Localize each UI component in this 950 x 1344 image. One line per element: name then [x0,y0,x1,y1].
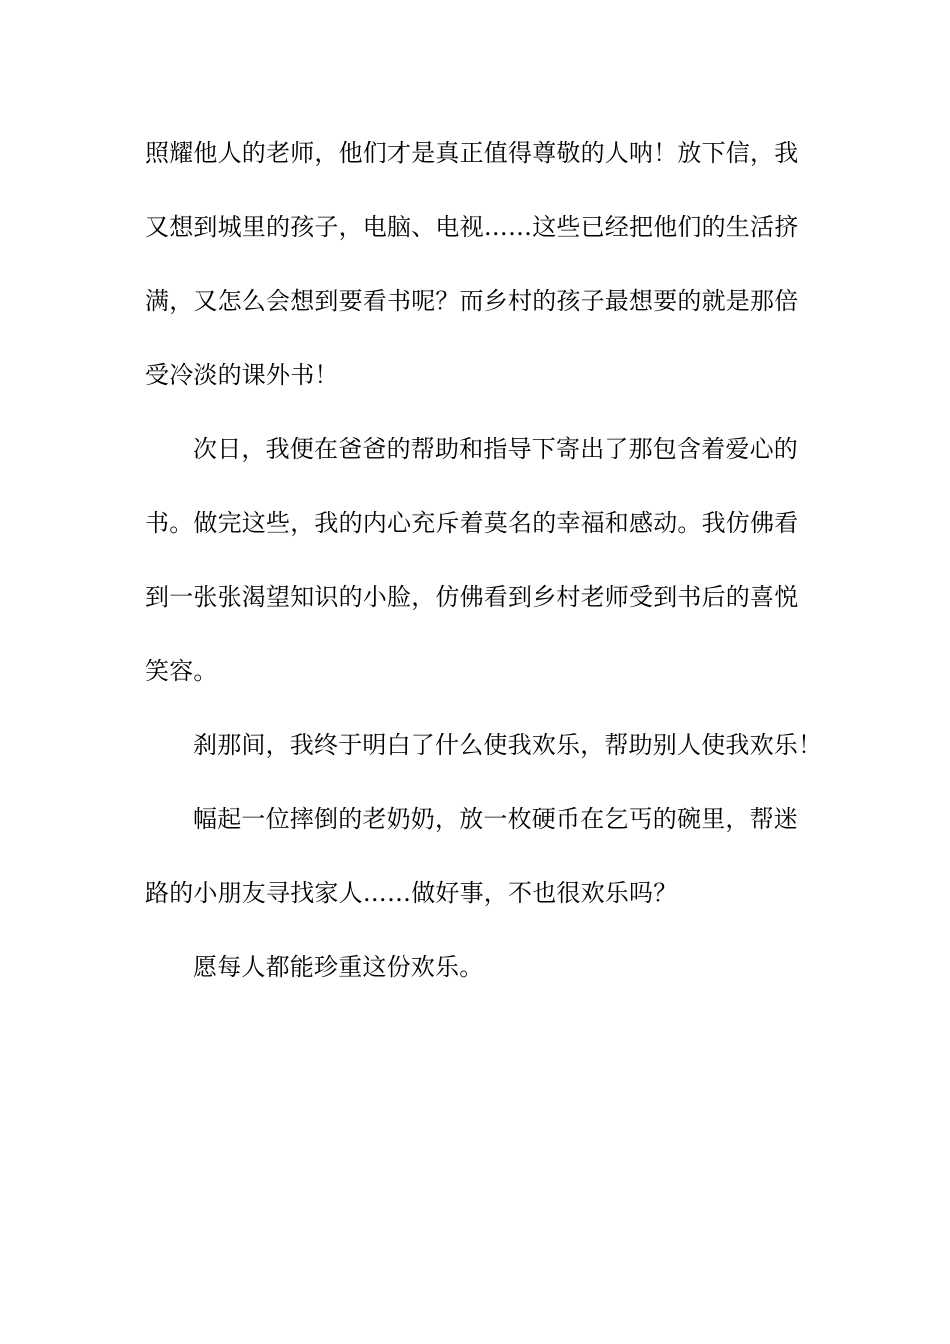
paragraph-first-line: 愿每人都能珍重这份欢乐。 [193,953,484,981]
text-line: 照耀他人的老师，他们才是真正值得尊敬的人呐！放下信，我 [145,139,799,167]
text-line: 又想到城里的孩子，电脑、电视……这些已经把他们的生活挤 [145,213,799,241]
text-line: 路的小朋友寻找家人……做好事，不也很欢乐吗？ [145,879,678,907]
text-line: 笑容。 [145,657,218,685]
paragraph-first-line: 刹那间，我终于明白了什么使我欢乐，帮助别人使我欢乐！ [193,731,823,759]
text-line: 到一张张渴望知识的小脸，仿佛看到乡村老师受到书后的喜悦 [145,583,799,611]
text-line: 满，又怎么会想到要看书呢？而乡村的孩子最想要的就是那倍 [145,287,799,315]
paragraph-first-line: 幅起一位摔倒的老奶奶，放一枚硬币在乞丐的碗里，帮迷 [193,805,798,833]
text-line: 受冷淡的课外书！ [145,361,339,389]
paragraph-first-line: 次日，我便在爸爸的帮助和指导下寄出了那包含着爱心的 [193,435,798,463]
text-line: 书。做完这些，我的内心充斥着莫名的幸福和感动。我仿佛看 [145,509,799,537]
